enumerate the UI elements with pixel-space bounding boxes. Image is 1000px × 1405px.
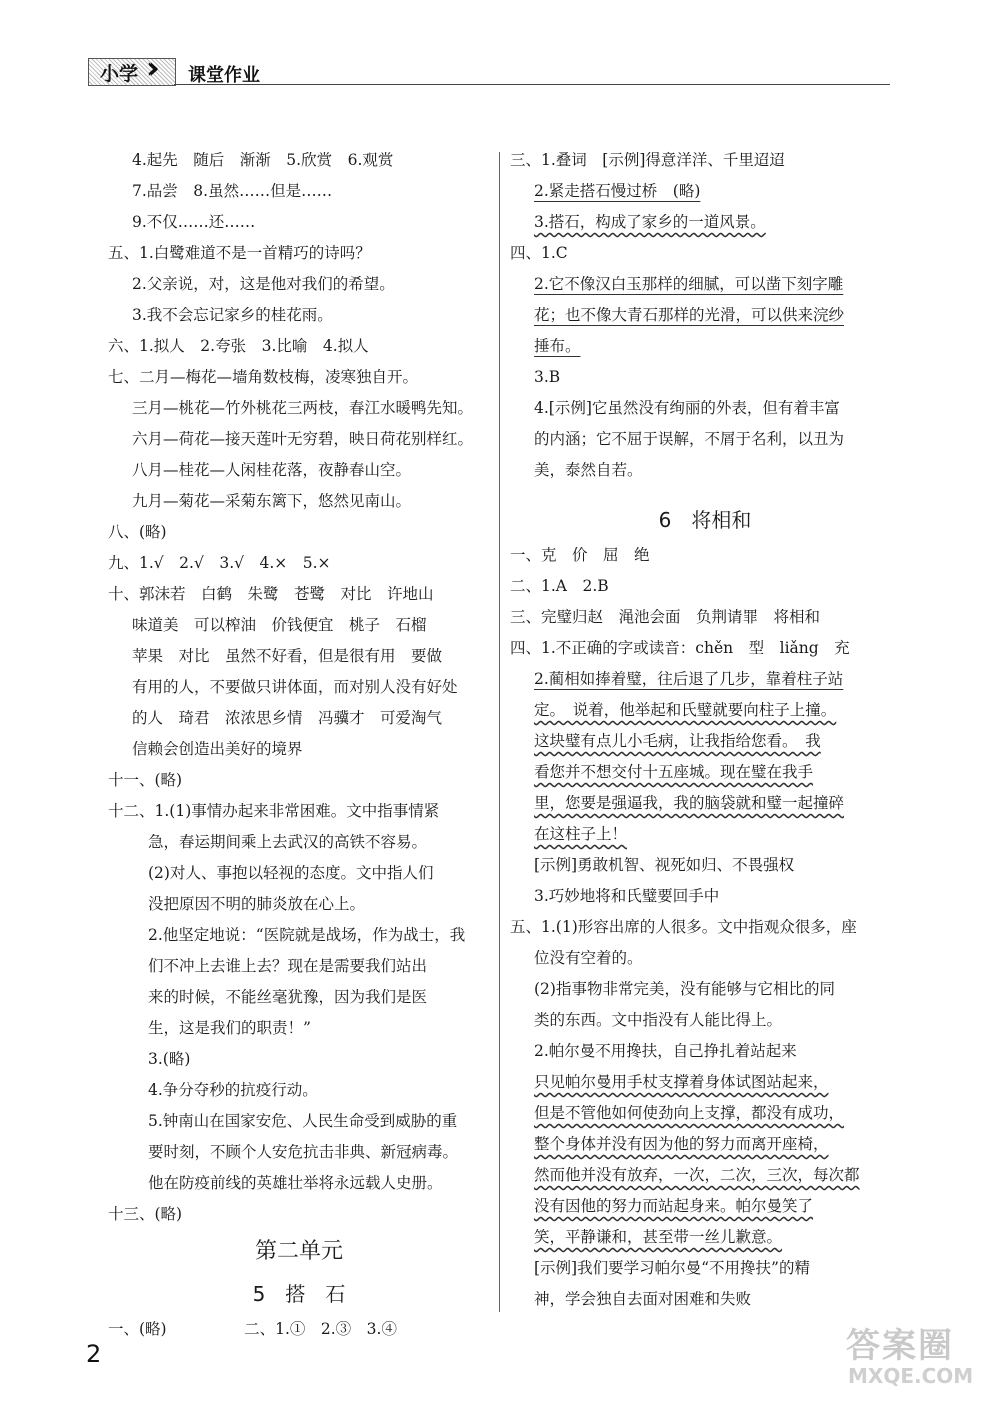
answer-line: 八、(略) (108, 523, 167, 541)
answer-line: 六月—荷花—接天莲叶无穷碧，映日荷花别样红。 (132, 430, 474, 448)
answer-line: 捶布。 (534, 337, 581, 355)
watermark-url: MXQE.COM (848, 1364, 974, 1388)
header-rule (174, 84, 890, 85)
answer-line: 4.起先 随后 渐渐 5.欣赏 6.观赏 (132, 151, 394, 169)
answer-line: 3.巧妙地将和氏璧要回手中 (534, 887, 720, 905)
answer-line: 二、1.A 2.B (510, 577, 609, 595)
answer-line: 三、1.叠词 [示例]得意洋洋、千里迢迢 (510, 151, 785, 169)
answer-line: 有用的人，不要做只讲体面，而对别人没有好处 (132, 678, 458, 696)
answer-line: 七、二月—梅花—墙角数枝梅，凌寒独自开。 (108, 368, 419, 386)
column-divider (499, 152, 500, 1312)
left-column (108, 145, 490, 1345)
answer-line: 类的东西。文中指没有人能比得上。 (534, 1011, 783, 1029)
answer-line: 一、克 价 屈 绝 (510, 546, 650, 564)
answer-line: 五、1.(1)形容出席的人很多。文中指观众很多，座 (510, 918, 857, 936)
answer-line: 笑，平静谦和，甚至带一丝儿歉意。 (534, 1228, 783, 1246)
answer-line: 只见帕尔曼用手杖支撑着身体试图站起来， (534, 1073, 829, 1091)
answer-line: 要时刻，不顾个人安危抗击非典、新冠病毒。 (148, 1143, 459, 1161)
answer-line: 们不冲上去谁上去？现在是需要我们站出 (148, 957, 428, 975)
answer-line: 来的时候，不能丝毫犹豫，因为我们是医 (148, 988, 428, 1006)
lesson5-first-line: 一、(略) 二、1.① 2.③ 3.④ (108, 1320, 397, 1338)
answer-line: 四、1.不正确的字或读音：chěn 型 liǎng 充 (510, 639, 850, 657)
page-header (88, 51, 890, 86)
answer-line: 生，这是我们的职责！” (148, 1019, 311, 1037)
answer-line: 这块璧有点儿小毛病，让我指给您看。 我 (534, 732, 821, 750)
answer-line: 位没有空着的。 (534, 949, 643, 967)
answer-line: 4.争分夺秒的抗疫行动。 (148, 1081, 318, 1099)
answer-line: 十、郭沫若 白鹤 朱鹭 苍鹭 对比 许地山 (108, 585, 434, 603)
answer-line: 9.不仅……还…… (132, 213, 256, 231)
answer-line: 没把原因不明的肺炎放在心上。 (148, 895, 366, 913)
answer-line: 苹果 对比 虽然不好看，但是很有用 要做 (132, 647, 443, 665)
answer-line: 3.搭石，构成了家乡的一道风景。 (534, 213, 766, 231)
answer-line: (2)指事物非常完美，没有能够与它相比的同 (534, 980, 835, 998)
lesson5-title: 5 搭 石 (252, 1282, 346, 1306)
answer-line: 3.我不会忘记家乡的桂花雨。 (132, 306, 333, 324)
answer-line: 3.(略) (148, 1050, 191, 1068)
answer-line: 2.父亲说，对，这是他对我们的希望。 (132, 275, 395, 293)
right-column (510, 145, 900, 1315)
answer-line: [示例]我们要学习帕尔曼“不用搀扶”的精 (534, 1259, 810, 1277)
answer-line: 4.[示例]它虽然没有绚丽的外表，但有着丰富 (534, 399, 840, 417)
answer-line: 九、1.√ 2.√ 3.√ 4.× 5.× (108, 554, 331, 572)
answer-line: 的内涵；它不屈于误解，不屑于名利，以丑为 (534, 430, 845, 448)
lesson6-answers (510, 540, 900, 1315)
answer-line: 然而他并没有放弃，一次，二次，三次，每次都 (534, 1166, 860, 1184)
watermark-logo: 答案圈 (846, 1326, 954, 1366)
answer-line: 八月—桂花—人闲桂花落，夜静春山空。 (132, 461, 412, 479)
answer-line: 2.蔺相如捧着璧，往后退了几步，靠着柱子站 (534, 670, 844, 688)
answer-line: 他在防疫前线的英雄壮举将永远载人史册。 (148, 1174, 443, 1192)
answer-line: [示例]勇敢机智、视死如归、不畏强权 (534, 856, 795, 874)
answer-line: 在这柱子上！ (534, 825, 628, 843)
answer-line: 没有因他的努力而站起身来。帕尔曼笑了 (534, 1197, 814, 1215)
watermark (846, 1318, 996, 1398)
left-answers (108, 145, 490, 1230)
answer-line: 5.钟南山在国家安危、人民生命受到威胁的重 (148, 1112, 458, 1130)
answer-line: 九月—菊花—采菊东篱下，悠然见南山。 (132, 492, 412, 510)
answer-line: 看您并不想交付十五座城。现在璧在我手 (534, 763, 814, 781)
answer-line: 的人 琦君 浓浓思乡情 冯骥才 可爱淘气 (132, 709, 443, 727)
answer-line: 7.品尝 8.虽然……但是…… (132, 182, 333, 200)
answer-line: 定。 说着，他举起和氏璧就要向柱子上撞。 (534, 701, 837, 719)
answer-line: 里，您要是强逼我，我的脑袋就和璧一起撞碎 (534, 794, 845, 812)
answer-line: 花；也不像大青石那样的光滑，可以供来浣纱 (534, 306, 845, 324)
answer-line: 神，学会独自去面对困难和失败 (534, 1290, 752, 1308)
answer-line: 四、1.C (510, 244, 568, 262)
answer-line: 十二、1.(1)事情办起来非常困难。文中指事情紧 (108, 802, 440, 820)
answer-line: 2.紧走搭石慢过桥 (略) (534, 182, 701, 200)
answer-line: (2)对人、事抱以轻视的态度。文中指人们 (148, 864, 434, 882)
answer-line: 三、完璧归赵 渑池会面 负荆请罪 将相和 (510, 608, 821, 626)
lesson6-title: 6 将相和 (658, 508, 752, 532)
answer-line: 急，春运期间乘上去武汉的高铁不容易。 (148, 833, 428, 851)
double-chevron-icon: ›› (146, 51, 150, 86)
header-title: 课堂作业 (188, 65, 260, 86)
answer-line: 十一、(略) (108, 771, 183, 789)
answer-line: 但是不管他如何使劲向上支撑，都没有成功， (534, 1104, 845, 1122)
answer-line: 三月—桃花—竹外桃花三两枝，春江水暖鸭先知。 (132, 399, 474, 417)
answer-line: 整个身体并没有因为他的努力而离开座椅， (534, 1135, 829, 1153)
answer-line: 味道美 可以榨油 价钱便宜 桃子 石榴 (132, 616, 427, 634)
answer-line: 五、1.白鹭难道不是一首精巧的诗吗？ (108, 244, 371, 262)
lesson5-answers (510, 145, 900, 486)
page-number: 2 (86, 1340, 102, 1368)
answer-line: 六、1.拟人 2.夸张 3.比喻 4.拟人 (108, 337, 369, 355)
answer-line: 2.帕尔曼不用搀扶，自己挣扎着站起来 (534, 1042, 797, 1060)
header-school-label: 小学 (100, 63, 139, 85)
unit-title: 第二单元 (254, 1239, 343, 1264)
answer-line: 十三、(略) (108, 1205, 183, 1223)
answer-line: 3.B (534, 368, 561, 386)
answer-line: 2.他坚定地说：“医院就是战场，作为战士，我 (148, 926, 466, 944)
answer-line: 美，泰然自若。 (534, 461, 643, 479)
answer-line: 信赖会创造出美好的境界 (132, 740, 303, 758)
answer-line: 2.它不像汉白玉那样的细腻，可以凿下刻字雕 (534, 275, 844, 293)
